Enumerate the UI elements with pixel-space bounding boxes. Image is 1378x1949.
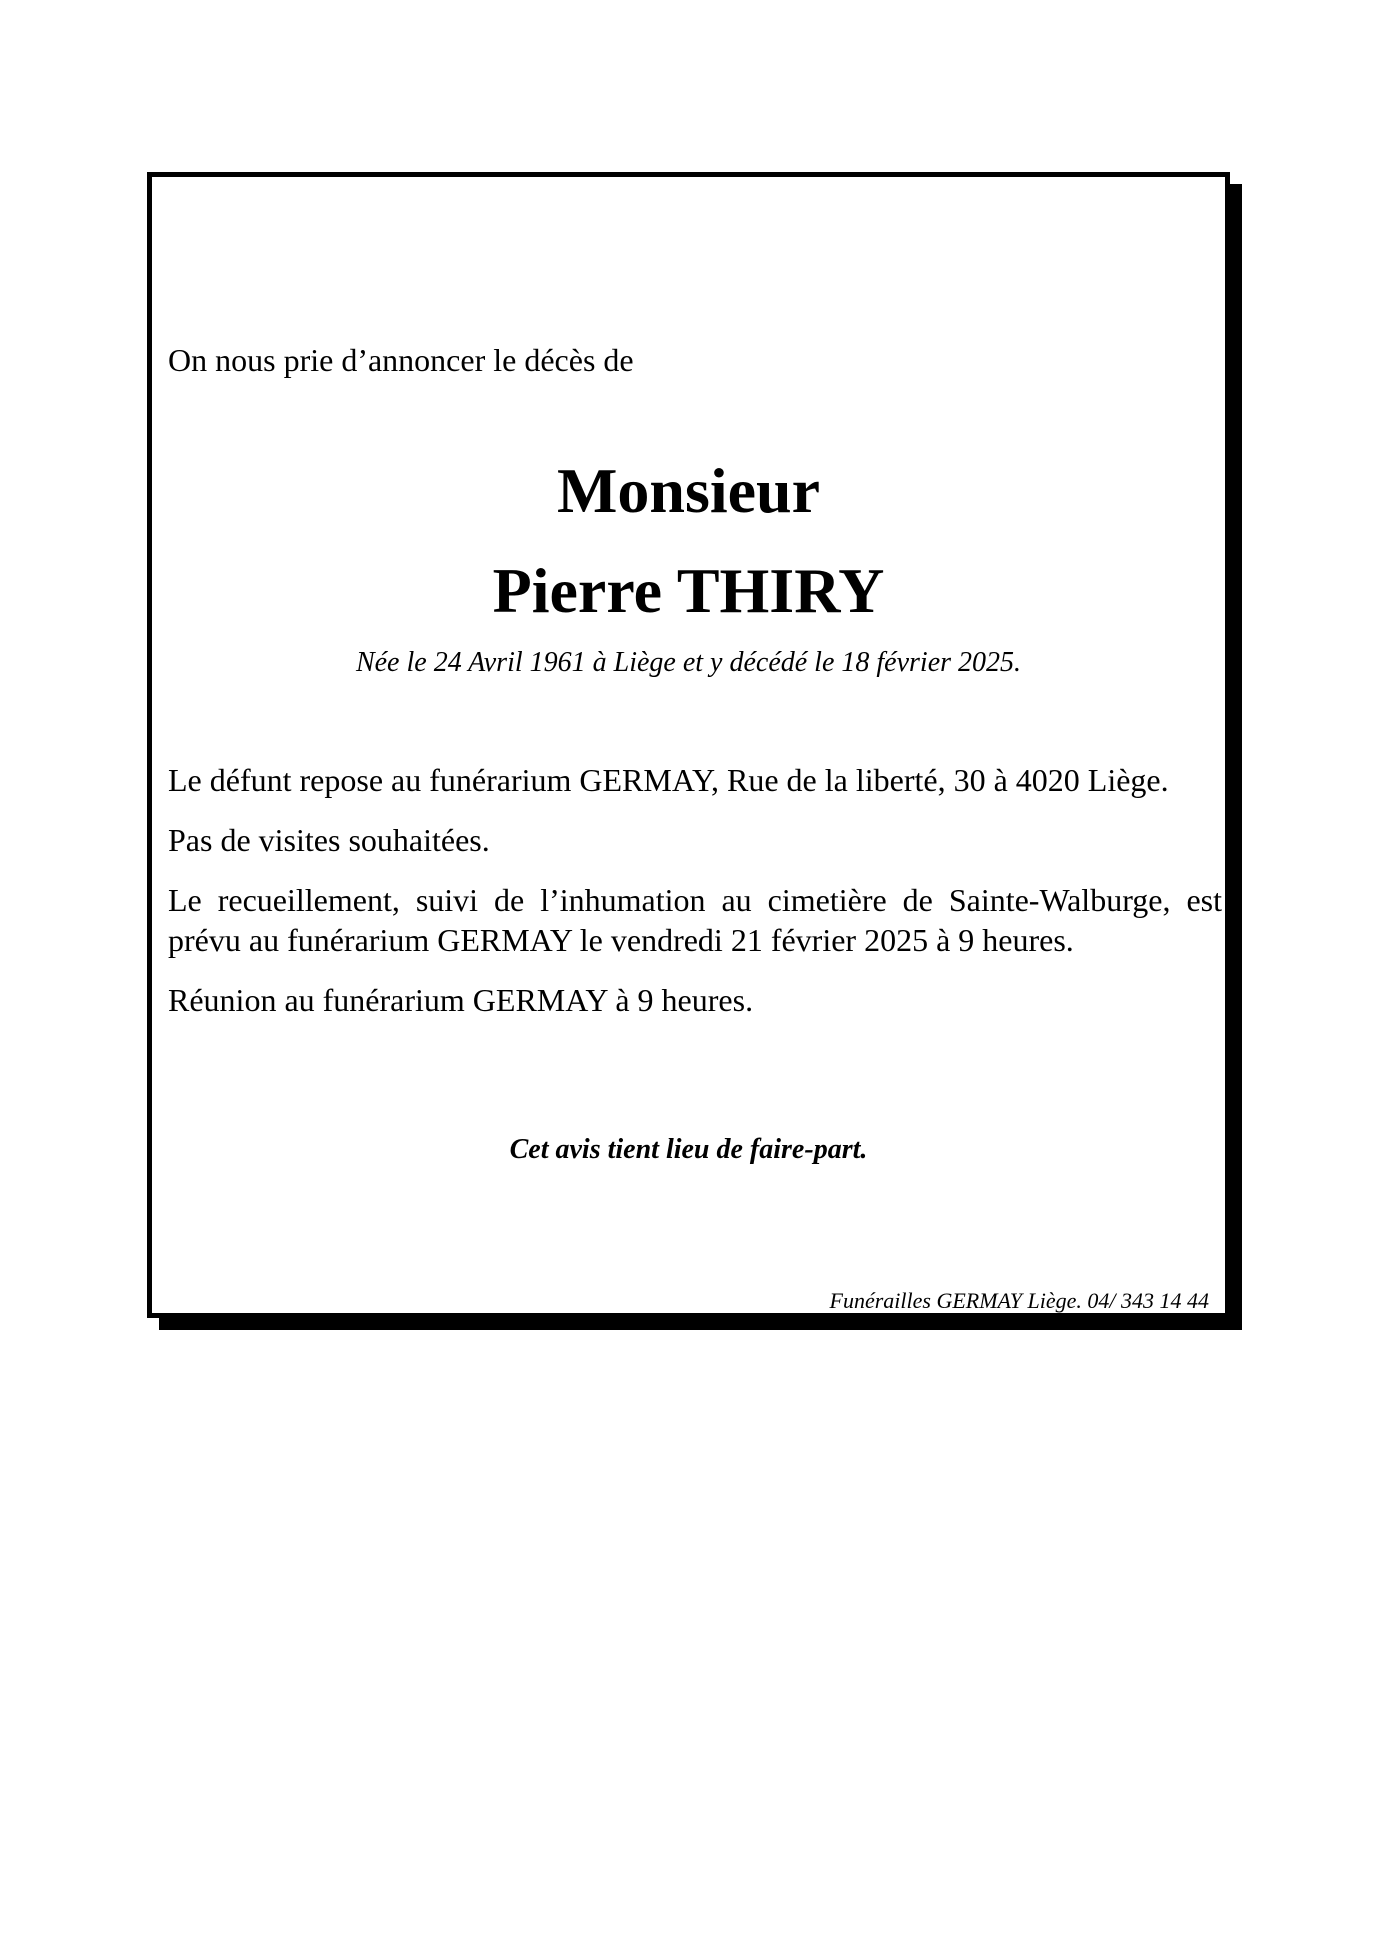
birth-death-dates: Née le 24 Avril 1961 à Liège et y décédé le 18 février 2025.: [355, 647, 1022, 678]
reunion-details: Réunion au funérarium GERMAY à 9 heures.: [168, 982, 754, 1018]
funeral-home-location: Le défunt repose au funérarium GERMAY, Rue de la liberté, 30 à 4020 Liège.: [168, 762, 1169, 798]
ceremony-details: Le recueillement, suivi de l’inhumation au cimetière de Sainte-Walburge, est prévu au funérarium GERMAY le vendredi 21 février 2025 à 9 heures.: [168, 882, 1222, 958]
death-notice-frame: [147, 172, 1230, 1318]
deceased-name: Pierre THIRY: [492, 555, 885, 626]
faire-part-statement: Cet avis tient lieu de faire-part.: [509, 1134, 868, 1165]
notice-intro: On nous prie d’annoncer le décès de: [168, 342, 634, 378]
honorific: Monsieur: [556, 455, 821, 526]
visits-note: Pas de visites souhaitées.: [168, 822, 490, 858]
funeral-home-contact: Funérailles GERMAY Liège. 04/ 343 14 44: [829, 1288, 1209, 1313]
